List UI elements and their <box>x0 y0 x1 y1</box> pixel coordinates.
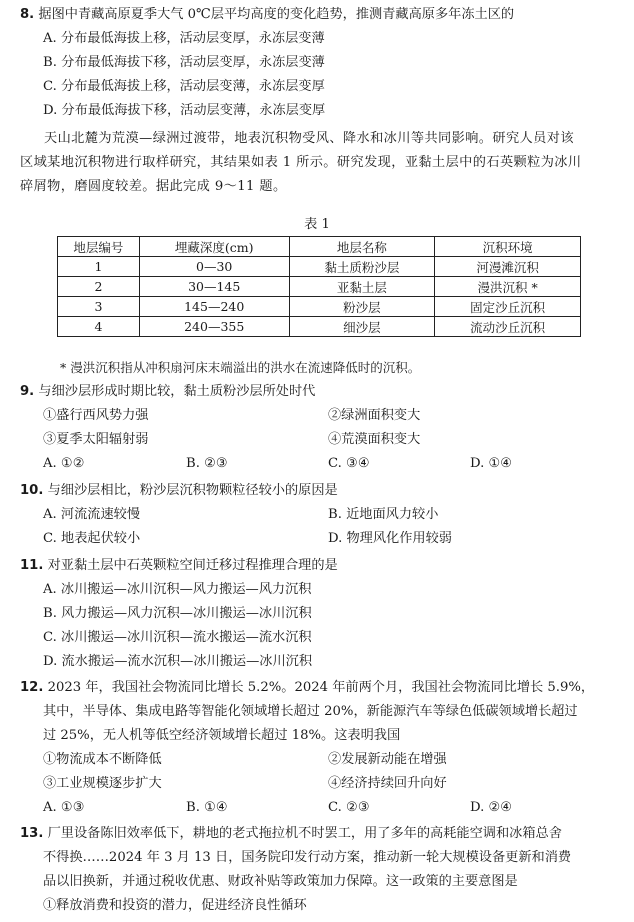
question-12-option-b: B. ①④ <box>186 800 228 815</box>
question-8-text: 据图中青藏高原夏季大气 0℃层平均高度的变化趋势，推测青藏高原多年冻土区的 <box>38 7 515 22</box>
question-9-text: 与细沙层形成时期比较，黏土质粉沙层所处时代 <box>38 384 316 399</box>
question-13-line-2: 不得换……2024 年 3 月 13 日，国务院印发行动方案，推动新一轮大规模设备更新和消费 <box>43 850 572 865</box>
question-13-number: 13. <box>20 826 44 841</box>
question-9-item-1: ①盛行西风势力强 <box>43 408 149 423</box>
question-12-item-3: ③工业规模逐步扩大 <box>43 776 162 791</box>
question-12-option-c: C. ②③ <box>328 800 370 815</box>
question-12-number: 12. <box>20 680 44 695</box>
question-13-text: 厂里设备陈旧效率低下，耕地的老式拖拉机不时罢工，用了多年的高耗能空调和冰箱总舍 <box>47 826 562 841</box>
question-11-option-c: C. 冰川搬运—冰川沉积—流水搬运—流水沉积 <box>43 630 312 645</box>
table-header-cell: 埋藏深度(cm) <box>139 237 289 257</box>
question-13-item-1: ①释放消费和投资的潜力，促进经济良性循环 <box>43 898 307 913</box>
question-11-stem <box>20 557 338 575</box>
question-11-number: 11. <box>20 558 44 573</box>
question-8-option-a: A. 分布最低海拔上移，活动层变厚，永冻层变薄 <box>43 31 325 46</box>
table-cell: 细沙层 <box>289 317 435 337</box>
question-11-option-b: B. 风力搬运—风力沉积—冰川搬运—冰川沉积 <box>43 606 312 621</box>
table-caption: 表 1 <box>304 217 330 232</box>
question-12-item-4: ④经济持续回升向好 <box>328 776 447 791</box>
question-10-number: 10. <box>20 483 44 498</box>
table-header-cell: 沉积环境 <box>435 237 581 257</box>
table-cell: 1 <box>58 257 140 277</box>
sediment-table <box>57 236 581 337</box>
question-10-option-a: A. 河流流速较慢 <box>43 507 141 522</box>
table-cell: 4 <box>58 317 140 337</box>
table-header-row <box>58 237 581 257</box>
question-12-text: 2023 年，我国社会物流同比增长 5.2%。2024 年前两个月，我国社会物流同比增长 5.9%， <box>47 680 595 695</box>
question-8-number: 8. <box>20 7 35 22</box>
question-9-number: 9. <box>20 384 35 399</box>
question-9-option-b: B. ②③ <box>186 456 228 471</box>
question-13-line-3: 品以旧换新，并通过税收优惠、财政补贴等政策加力保障。这一政策的主要意图是 <box>43 874 518 889</box>
question-13-line-1 <box>20 825 562 843</box>
table-cell: 粉沙层 <box>289 297 435 317</box>
table-cell: 固定沙丘沉积 <box>435 297 581 317</box>
question-12-item-1: ①物流成本不断降低 <box>43 752 162 767</box>
passage-line-3: 碎屑物，磨圆度较差。据此完成 9～11 题。 <box>20 179 287 194</box>
table-header-cell: 地层编号 <box>58 237 140 257</box>
table-row <box>58 297 581 317</box>
question-11-text: 对亚黏土层中石英颗粒空间迁移过程推理合理的是 <box>47 558 338 573</box>
table-cell: 0—30 <box>139 257 289 277</box>
question-11-option-a: A. 冰川搬运—冰川沉积—风力搬运—风力沉积 <box>43 582 312 597</box>
table-row <box>58 257 581 277</box>
table-cell: 河漫滩沉积 <box>435 257 581 277</box>
table-cell: 流动沙丘沉积 <box>435 317 581 337</box>
table-header-cell: 地层名称 <box>289 237 435 257</box>
question-10-text: 与细沙层相比，粉沙层沉积物颗粒径较小的原因是 <box>47 483 338 498</box>
table-cell: 黏土质粉沙层 <box>289 257 435 277</box>
question-9-item-2: ②绿洲面积变大 <box>328 408 421 423</box>
table-cell: 145—240 <box>139 297 289 317</box>
table-note: * 漫洪沉积指从冲积扇河床末端溢出的洪水在流速降低时的沉积。 <box>60 360 421 375</box>
question-10-option-c: C. 地表起伏较小 <box>43 531 141 546</box>
table-cell: 漫洪沉积 * <box>435 277 581 297</box>
table-row <box>58 317 581 337</box>
question-12-option-a: A. ①③ <box>43 800 85 815</box>
question-8-option-c: C. 分布最低海拔上移，活动层变薄，永冻层变厚 <box>43 79 325 94</box>
question-9-option-c: C. ③④ <box>328 456 370 471</box>
table-row <box>58 277 581 297</box>
table-cell: 3 <box>58 297 140 317</box>
question-8-option-b: B. 分布最低海拔下移，活动层变厚，永冻层变薄 <box>43 55 325 70</box>
question-10-stem <box>20 482 338 500</box>
table-cell: 240—355 <box>139 317 289 337</box>
question-9-item-3: ③夏季太阳辐射弱 <box>43 432 149 447</box>
table-cell: 亚黏土层 <box>289 277 435 297</box>
passage-line-2: 区域某地沉积物进行取样研究，其结果如表 1 所示。研究发现，亚黏土层中的石英颗粒为冰川 <box>20 155 582 170</box>
question-8-stem <box>20 6 514 24</box>
question-9-stem <box>20 383 315 401</box>
question-9-item-4: ④荒漠面积变大 <box>328 432 421 447</box>
table-cell: 30—145 <box>139 277 289 297</box>
question-12-line-3: 过 25%，无人机等低空经济领域增长超过 18%。这表明我国 <box>43 728 401 743</box>
passage-line-1: 天山北麓为荒漠—绿洲过渡带，地表沉积物受风、降水和冰川等共同影响。研究人员对该 <box>44 131 574 146</box>
question-9-option-d: D. ①④ <box>470 456 513 471</box>
question-12-item-2: ②发展新动能在增强 <box>328 752 447 767</box>
question-12-option-d: D. ②④ <box>470 800 513 815</box>
question-9-option-a: A. ①② <box>43 456 85 471</box>
question-12-line-1 <box>20 679 594 697</box>
question-11-option-d: D. 流水搬运—流水沉积—冰川搬运—冰川沉积 <box>43 654 313 669</box>
question-8-option-d: D. 分布最低海拔下移，活动层变薄，永冻层变厚 <box>43 103 326 118</box>
question-10-option-d: D. 物理风化作用较弱 <box>328 531 452 546</box>
question-12-line-2: 其中，半导体、集成电路等智能化领域增长超过 20%，新能源汽车等绿色低碳领域增长超过 <box>43 704 578 719</box>
table-cell: 2 <box>58 277 140 297</box>
question-10-option-b: B. 近地面风力较小 <box>328 507 439 522</box>
